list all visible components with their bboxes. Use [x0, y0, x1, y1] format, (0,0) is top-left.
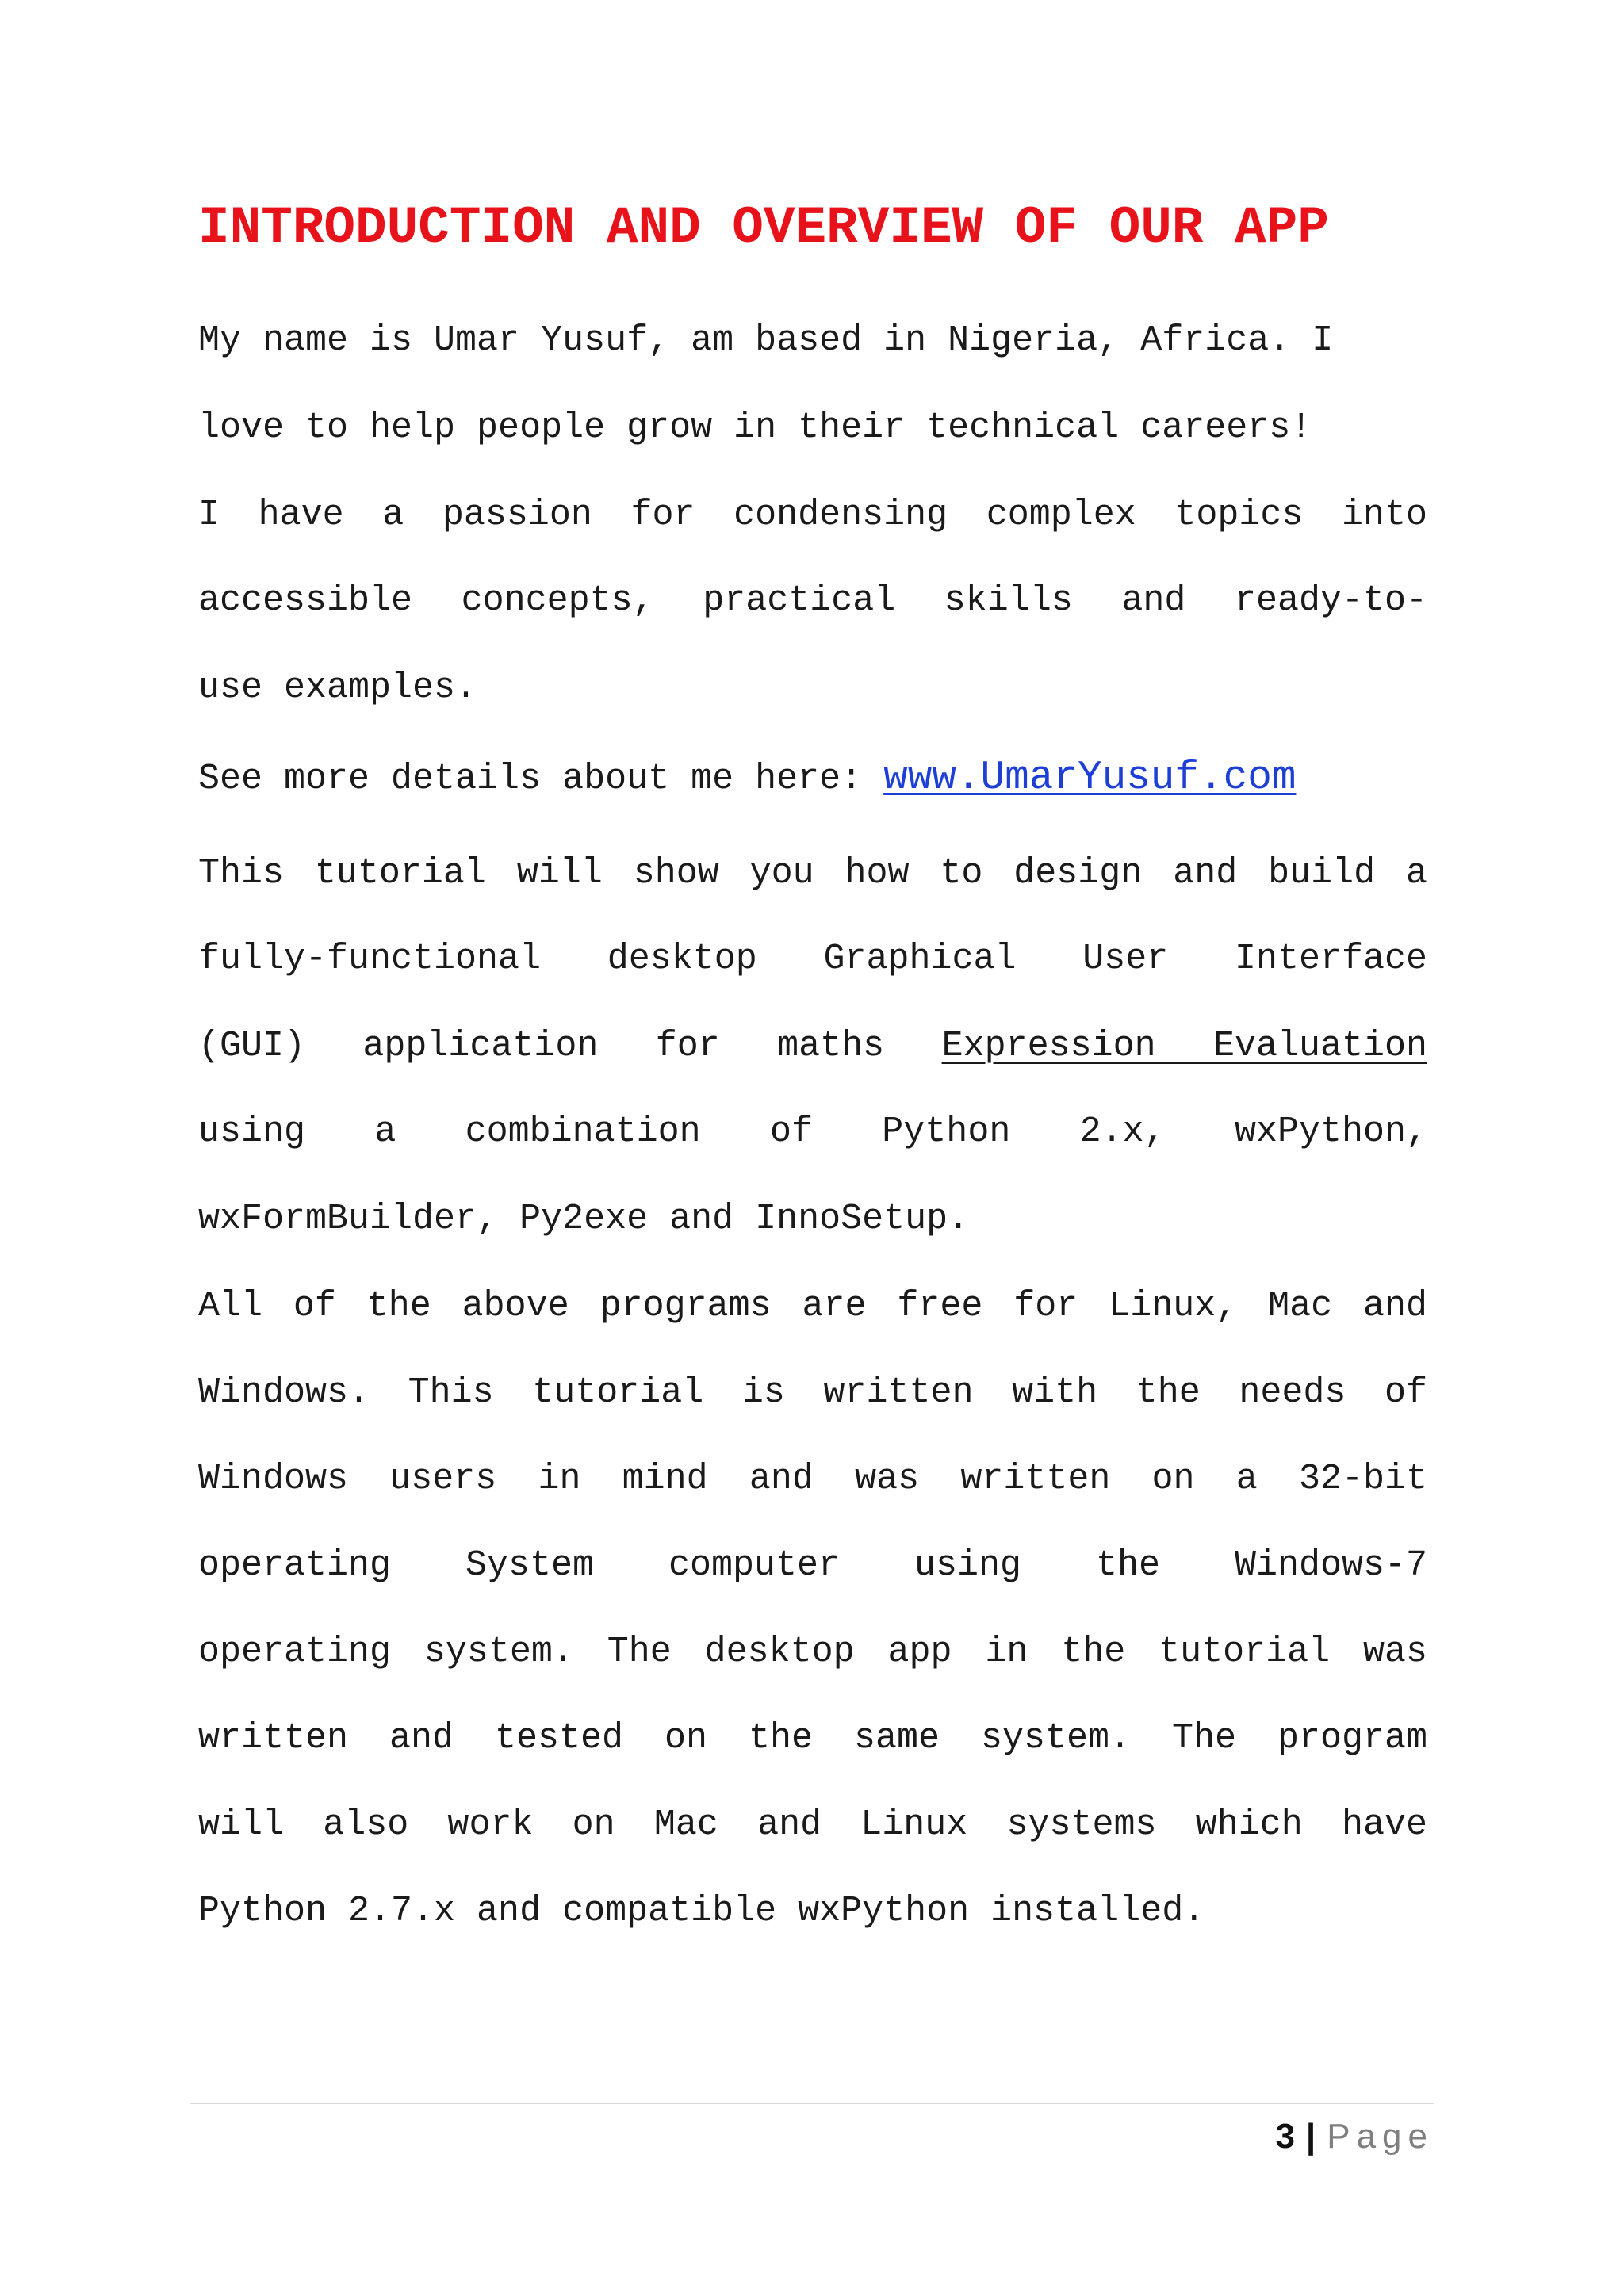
text-line: operating system. The desktop app in the tutorial was: [198, 1632, 1427, 1672]
text-line: fully-functional desktop Graphical User Interface: [198, 939, 1427, 979]
text-line: will also work on Mac and Linux systems which have: [198, 1804, 1427, 1845]
text-segment: (GUI) application for maths: [198, 1026, 942, 1066]
text-line: Windows. This tutorial is written with the needs of: [198, 1372, 1427, 1413]
footer-separator: |: [1305, 2117, 1316, 2156]
page-title: INTRODUCTION AND OVERVIEW OF OUR APP: [198, 198, 1329, 258]
text-line: This tutorial will show you how to design and build a: [198, 853, 1427, 894]
text-line: wxFormBuilder, Py2exe and InnoSetup.: [198, 1199, 970, 1239]
text-line: love to help people grow in their technical careers!: [198, 408, 1312, 448]
text-line: operating System computer using the Windows-7: [198, 1545, 1427, 1586]
text-line: I have a passion for condensing complex topics into: [198, 495, 1427, 535]
details-prefix: See more details about me here:: [198, 759, 884, 799]
footer-divider: [190, 2103, 1434, 2104]
text-line: Python 2.7.x and compatible wxPython installed.: [198, 1891, 1205, 1931]
text-line: written and tested on the same system. The program: [198, 1718, 1427, 1758]
page-number: 3: [1275, 2117, 1295, 2156]
text-line: All of the above programs are free for Linux, Mac and: [198, 1286, 1427, 1326]
text-line: accessible concepts, practical skills and ready-to-: [198, 580, 1427, 621]
website-link[interactable]: www.UmarYusuf.com: [883, 756, 1297, 801]
text-line: [198, 755, 1427, 802]
text-line: [198, 1023, 1427, 1070]
text-line: My name is Umar Yusuf, am based in Nigeria, Africa. I: [198, 320, 1334, 361]
page-label: Page: [1327, 2117, 1434, 2156]
text-line: Windows users in mind and was written on a 32-bit: [198, 1459, 1427, 1499]
text-line: use examples.: [198, 668, 477, 708]
underlined-term: Expression Evaluation: [941, 1026, 1428, 1066]
text-line: using a combination of Python 2.x, wxPython,: [198, 1112, 1427, 1152]
page-footer: [1275, 2109, 1434, 2164]
